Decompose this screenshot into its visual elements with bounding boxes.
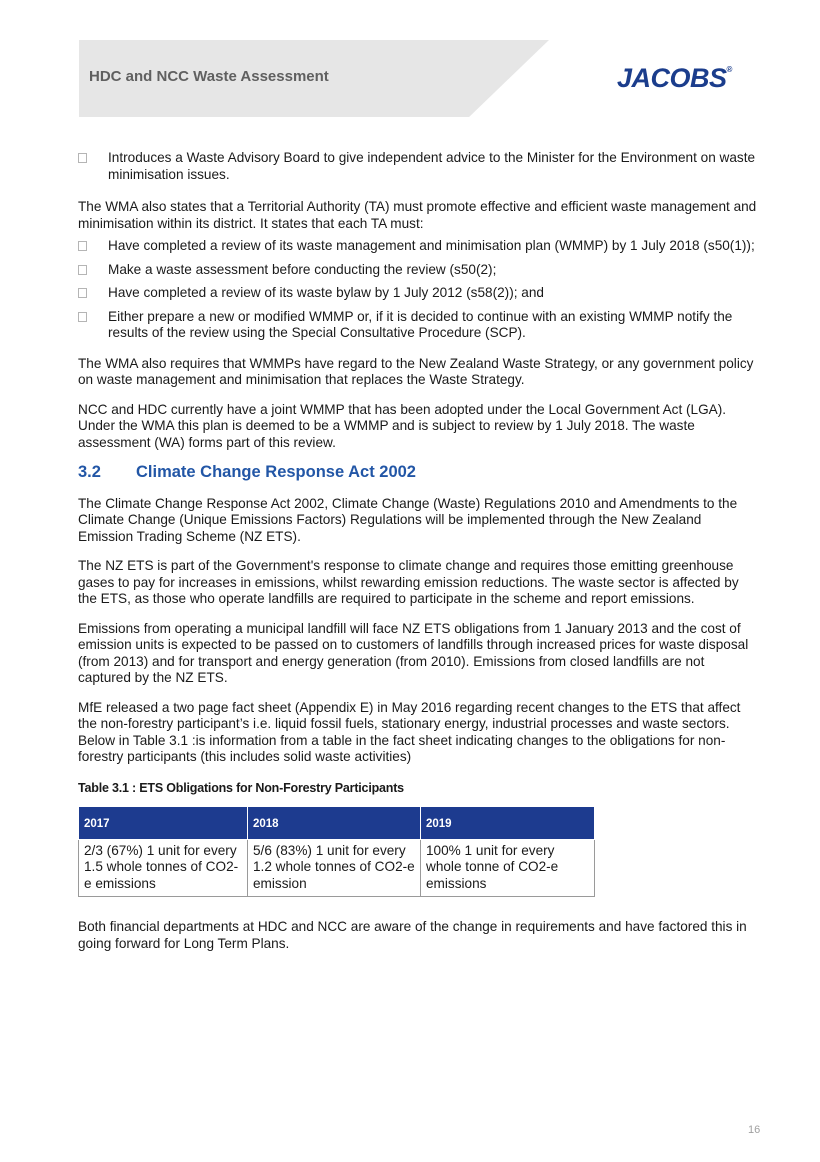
table-caption: Table 3.1 : ETS Obligations for Non-Forestry Participants	[78, 780, 404, 795]
list-item: Introduces a Waste Advisory Board to give independent advice to the Minister for the Environment on waste minimisation issues.	[78, 150, 760, 183]
page-number: 16	[748, 1124, 761, 1136]
table-header-cell: 2019	[421, 807, 595, 840]
paragraph: MfE released a two page fact sheet (Appendix E) in May 2016 regarding recent changes to the ETS that affect the non-forestry participant’s i.e. liquid fossil fuels, stationary energy, industrial processes and waste sectors. Below in Table 3.1 :is information from a table in the fact sheet indicating changes to the obligations for non-forestry participants (this includes solid waste activities)	[78, 699, 741, 764]
list-item: Make a waste assessment before conducting the review (s50(2);	[78, 262, 760, 279]
ta-requirements-list	[78, 238, 760, 342]
paragraph: The Climate Change Response Act 2002, Climate Change (Waste) Regulations 2010 and Amendments to the Climate Change (Unique Emissions Factors) Regulations will be implemented through the New Zealand Emission Trading Scheme (NZ ETS).	[78, 495, 738, 544]
logo-registered-mark: ®	[726, 65, 732, 74]
list-item: Either prepare a new or modified WMMP or, if it is decided to continue with an existing WMMP notify the results of the review using the Special Consultative Procedure (SCP).	[78, 309, 760, 342]
ets-obligations-table	[78, 806, 595, 897]
jacobs-logo	[617, 63, 732, 94]
paragraph: NCC and HDC currently have a joint WMMP that has been adopted under the Local Government Act (LGA). Under the WMA this plan is deemed to be a WMMP and is subject to review by 1 July 2018. The waste assessment (WA) forms part of this review.	[78, 401, 727, 450]
paragraph: The WMA also states that a Territorial Authority (TA) must promote effective and efficient waste management and minimisation within its district. It states that each TA must:	[78, 199, 757, 231]
table-header-cell: 2017	[79, 807, 248, 840]
table-header-cell: 2018	[248, 807, 421, 840]
table-cell: 2/3 (67%) 1 unit for every 1.5 whole tonnes of CO2-e emissions	[79, 839, 248, 897]
paragraph: Emissions from operating a municipal landfill will face NZ ETS obligations from 1 January 2013 and the cost of emission units is expected to be passed on to customers of landfills through increased prices for waste disposal (from 2013) and for transport and energy generation (from 2010). Emissions from closed landfills are not captured by the NZ ETS.	[78, 620, 749, 685]
section-number: 3.2	[78, 463, 101, 481]
paragraph: Both financial departments at HDC and NCC are aware of the change in requirements and have factored this in going forward for Long Term Plans.	[78, 919, 747, 951]
logo-text: JACOBS	[617, 63, 727, 93]
page-content	[78, 150, 760, 965]
bullet-box-icon	[78, 241, 87, 251]
list-item: Have completed a review of its waste bylaw by 1 July 2012 (s58(2)); and	[78, 285, 760, 302]
table-row	[79, 839, 595, 897]
list-item: Have completed a review of its waste management and minimisation plan (WMMP) by 1 July 2018 (s50(1));	[78, 238, 760, 255]
section-title: Climate Change Response Act 2002	[136, 463, 416, 481]
bullet-box-icon	[78, 265, 87, 275]
document-header-title: HDC and NCC Waste Assessment	[89, 68, 329, 85]
bullet-box-icon	[78, 153, 87, 163]
intro-bullet-list	[78, 150, 760, 183]
bullet-box-icon	[78, 288, 87, 298]
table-header-row	[79, 807, 595, 840]
table-cell: 5/6 (83%) 1 unit for every 1.2 whole tonnes of CO2-e emission	[248, 839, 421, 897]
table-cell: 100% 1 unit for every whole tonne of CO2-e emissions	[421, 839, 595, 897]
section-heading	[78, 464, 760, 481]
paragraph: The WMA also requires that WMMPs have regard to the New Zealand Waste Strategy, or any government policy on waste management and minimisation that replaces the Waste Strategy.	[78, 355, 754, 387]
paragraph: The NZ ETS is part of the Government's response to climate change and requires those emitting greenhouse gases to pay for increases in emissions, whilst rewarding emission reductions. The waste sector is affected by the ETS, as those who operate landfills are required to participate in the scheme and report emissions.	[78, 558, 739, 606]
bullet-box-icon	[78, 312, 87, 322]
